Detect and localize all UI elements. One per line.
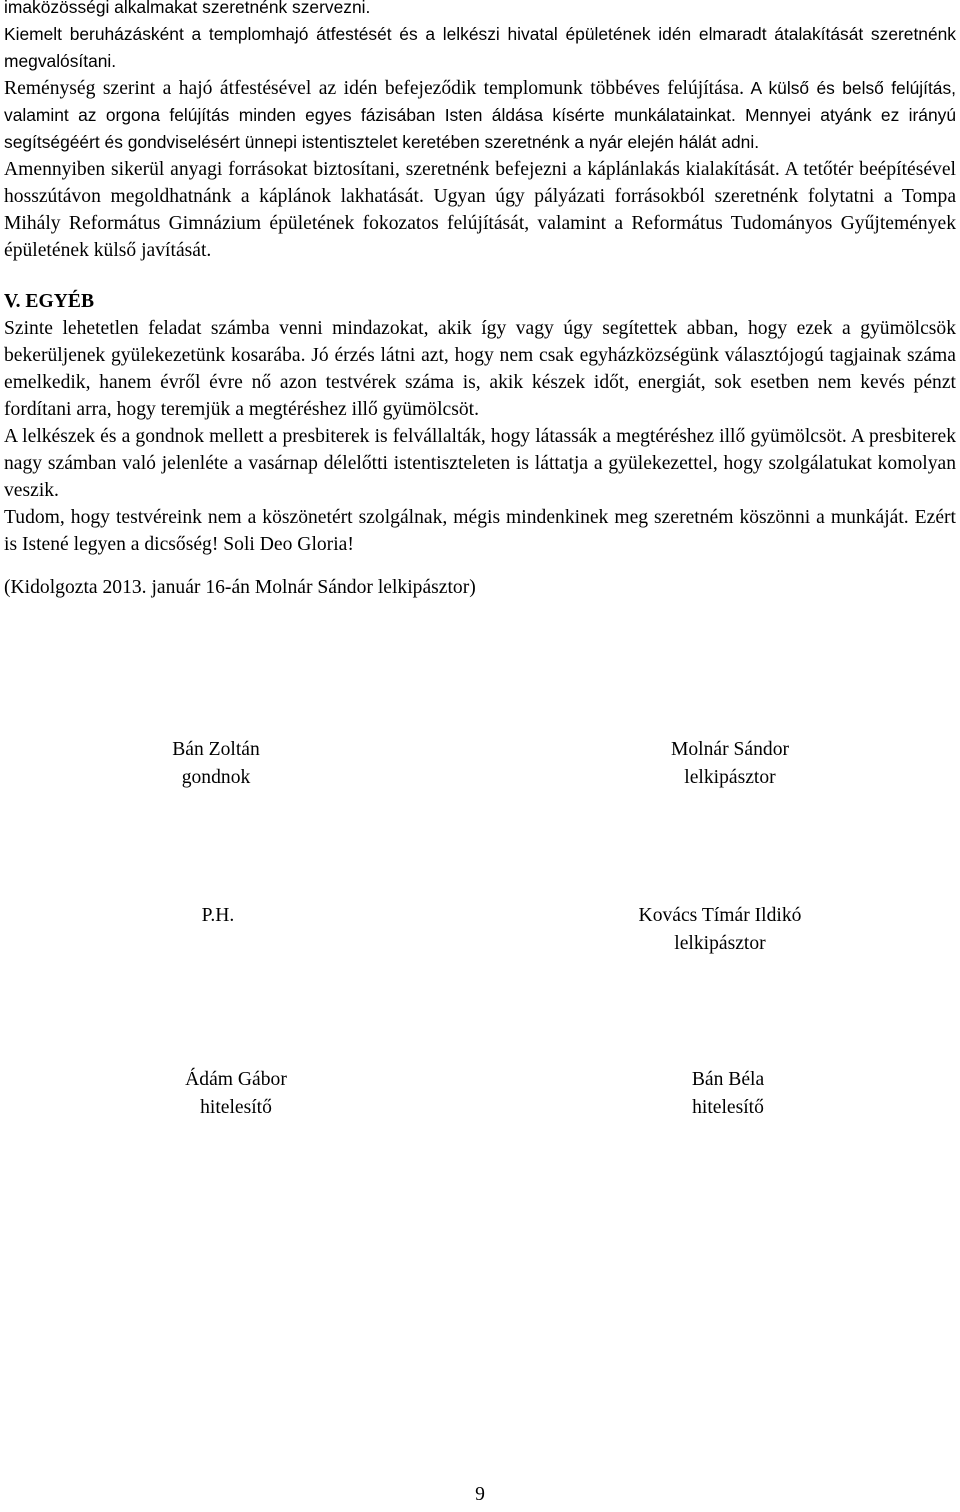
paragraph-thanks: Tudom, hogy testvéreink nem a köszönetért szolgálnak, mégis mindenkinek meg szeretném köszönni a munkáját. Ezért is Istené legyen a dicsőség! Soli Deo Gloria! (4, 507, 956, 555)
signature-ban-zoltan (66, 736, 366, 792)
chaplain-sentence-3: Ugyan úgy pályázati forrásokból szeretnénk folytatni a Tompa Mihály Református Gimnázium épületének fokozatos felújítását, valamint a Református Tudományos Gyűjtemények épületének külső javítását. (4, 186, 957, 261)
paragraph-presbyters: A lelkészek és a gondnok mellett a presbiterek is felvállalták, hogy látassák a megtéréshez illő gyümölcsöt. A presbiterek nagy számban való jelenléte a vasárnap délelőtti istentiszteleten is láttatja a gyülekezettel, hogy szolgálatukat komolyan veszik. (4, 426, 956, 501)
paragraph-community-events: imaközösségi alkalmakat szeretnénk szervezni. (4, 0, 371, 17)
official-seal-mark (68, 902, 368, 930)
signature-molnar-sandor (580, 736, 880, 792)
signature-name: Bán Zoltán (172, 739, 260, 760)
page-number: 9 (475, 1484, 485, 1505)
signature-name: Bán Béla (691, 1069, 765, 1090)
renovation-sentence-2: A külső és belső felújítás, valamint az orgona felújítás minden egyes fázisában Isten áldása kísérte munkálatainkat. (4, 78, 956, 125)
paragraph-investment: Kiemelt beruházásként a templomhajó átfestését és a lelkészi hivatal épületének idén elmaradt átalakítását szeretnénk megvalósítani. (4, 24, 956, 71)
signature-name: Ádám Gábor (185, 1069, 287, 1090)
signature-role: hitelesítő (200, 1097, 272, 1118)
signature-adam-gabor (86, 1066, 386, 1122)
chaplain-sentence-1: Amennyiben sikerül anyagi forrásokat biztosítani, szeretnénk befejezni a káplánlakás kialakítását. (4, 159, 780, 180)
paragraph-chaplain-house (4, 156, 956, 264)
signature-name: Molnár Sándor (670, 739, 790, 760)
signature-kovacs-timar-ildiko (570, 902, 870, 958)
author-credit: (Kidolgozta 2013. január 16-án Molnár Sándor lelkipásztor) (4, 577, 476, 598)
signature-role: hitelesítő (692, 1097, 764, 1118)
signature-role: gondnok (181, 767, 251, 788)
signature-role: lelkipásztor (684, 767, 776, 788)
signature-role: lelkipásztor (674, 933, 766, 954)
seal-label: P.H. (201, 905, 235, 926)
signature-ban-bela (578, 1066, 878, 1122)
chaplain-sentence-2: A tetőtér beépítésével hosszútávon megoldhatnánk a káplánok lakhatását. (4, 159, 956, 207)
paragraph-renovation (4, 75, 956, 156)
renovation-sentence-3: Mennyei atyánk ez irányú segítségéért és gondviselésért ünnepi istentisztelet keretében szeretnénk a nyár elején hálát adni. (4, 105, 957, 152)
section-heading: V. EGYÉB (4, 291, 95, 312)
renovation-sentence-1: Reménység szerint a hajó átfestésével az idén befejeződik templomunk többéves felújítása. (4, 78, 745, 99)
document-page (4, 0, 956, 1512)
paragraph-fruits: Szinte lehetetlen feladat számba venni mindazokat, akik így vagy úgy segítettek abban, hogy ezek a gyümölcsök bekerüljenek gyülekezetünk kosarába. Jó érzés látni azt, hogy nem csak egyházközségünk választójogú tagjainak száma emelkedik, hanem évről évre nő azon testvérek száma is, akik készek időt, energiát, sok esetben nem kevés pénzt fordítani arra, hogy teremjük a megtéréshez illő gyümölcsöt. (4, 318, 956, 420)
signature-name: Kovács Tímár Ildikó (638, 905, 802, 926)
